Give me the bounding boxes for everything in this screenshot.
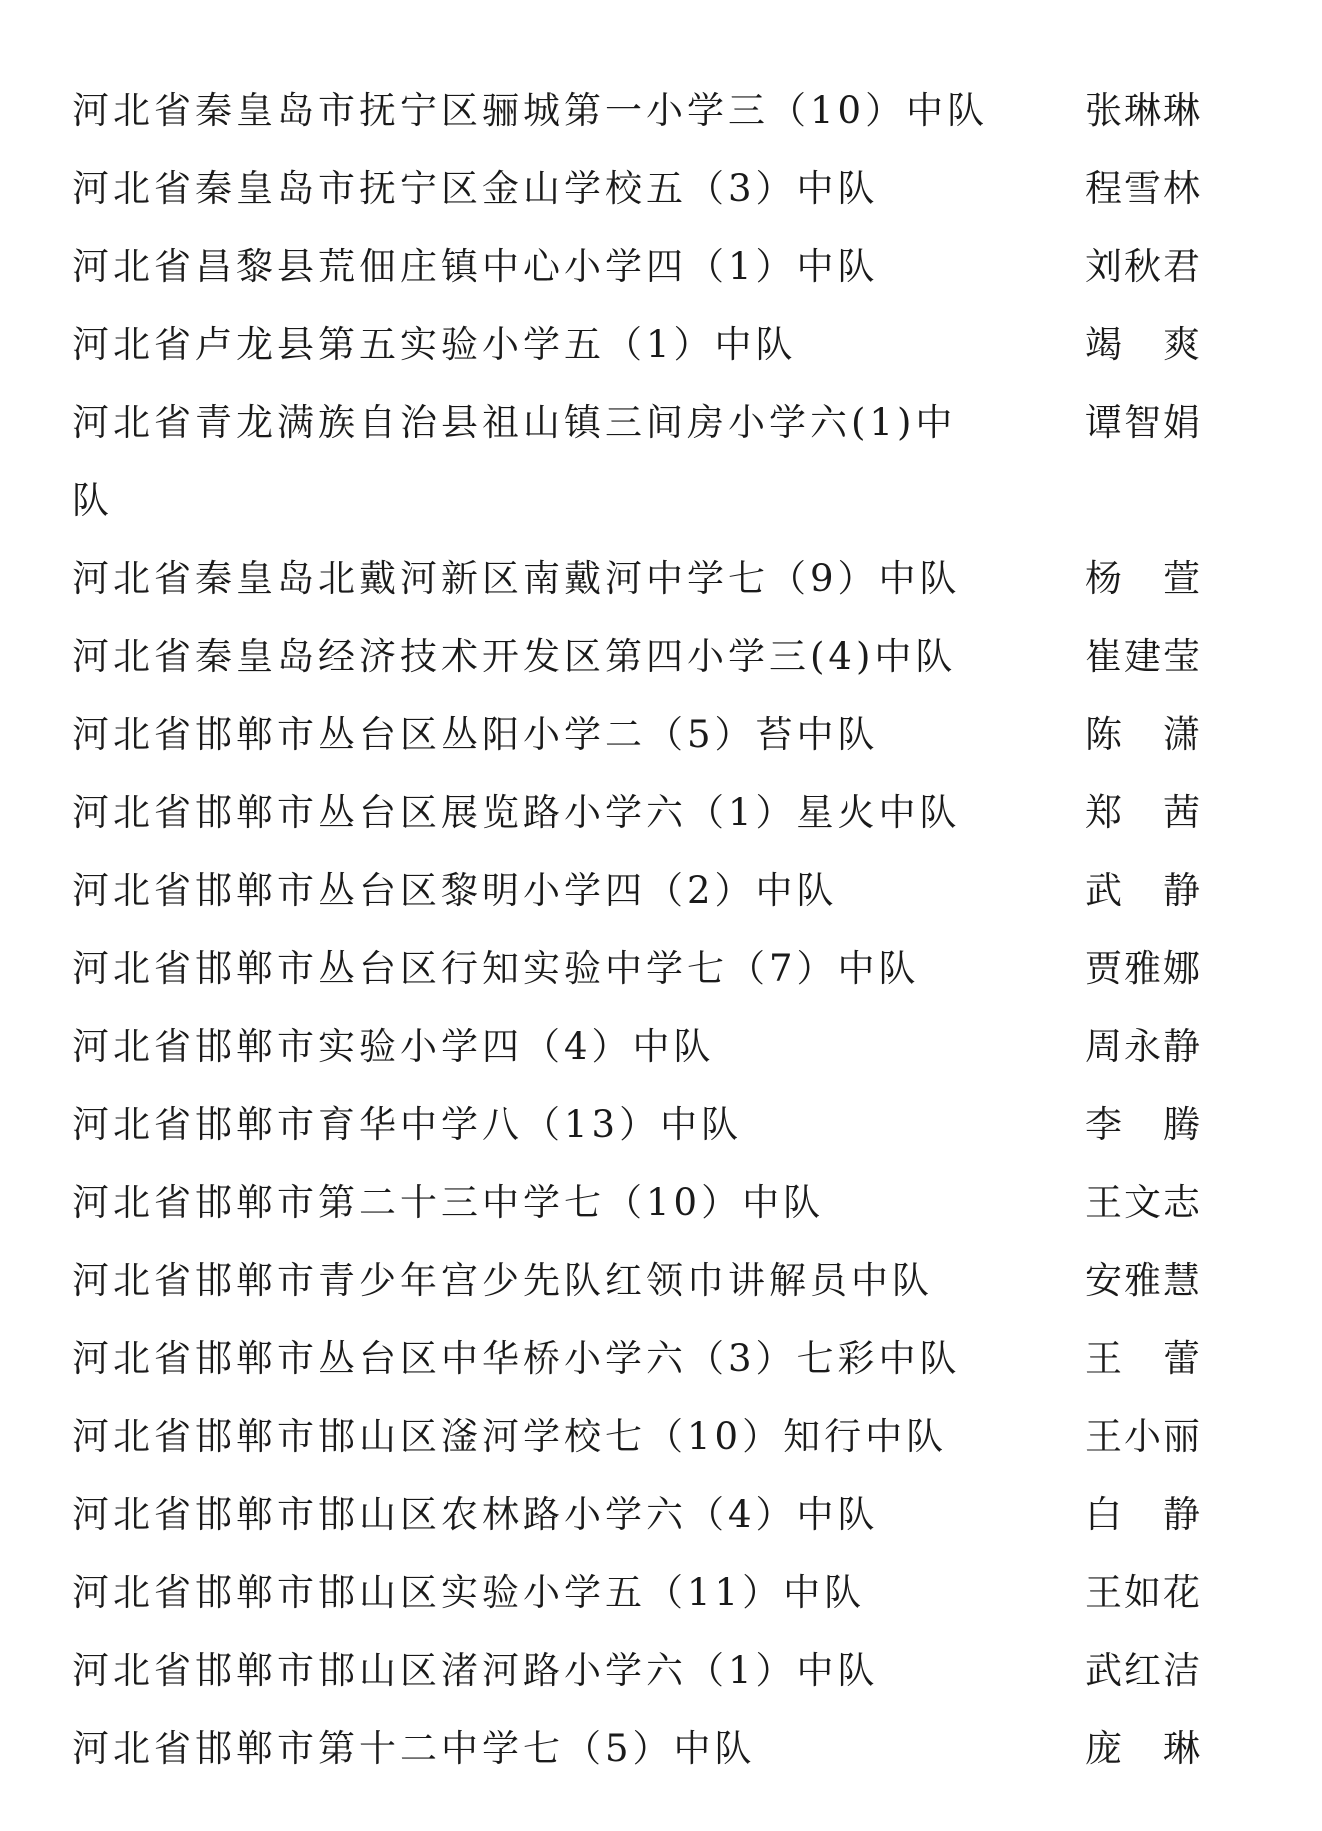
- person-name: 刘秋君: [1085, 245, 1202, 288]
- list-item: [72, 72, 1202, 150]
- person-name: 贾雅娜: [1085, 947, 1202, 990]
- list-item: [72, 150, 1202, 228]
- list-item: [72, 1164, 1202, 1242]
- person-name: 谭智娟: [1085, 401, 1202, 444]
- unit-name: 河北省邯郸市丛台区行知实验中学七（7）中队: [72, 947, 920, 990]
- person-name: 武 静: [1085, 869, 1202, 912]
- unit-name: 河北省青龙满族自治县祖山镇三间房小学六(1)中队: [72, 401, 957, 522]
- list-item: [72, 384, 1202, 540]
- list-item: [72, 1008, 1202, 1086]
- list-item: [72, 696, 1202, 774]
- person-name: 竭 爽: [1085, 323, 1202, 366]
- list-item: [72, 1632, 1202, 1710]
- person-name: 武红洁: [1085, 1649, 1202, 1692]
- list-item: [72, 1476, 1202, 1554]
- unit-name: 河北省邯郸市邯山区农林路小学六（4）中队: [72, 1493, 879, 1536]
- list-item: [72, 1086, 1202, 1164]
- list-item: [72, 930, 1202, 1008]
- person-name: 周永静: [1085, 1025, 1202, 1068]
- unit-name: 河北省卢龙县第五实验小学五（1）中队: [72, 323, 797, 366]
- list-item: [72, 306, 1202, 384]
- person-name: 崔建莹: [1085, 635, 1202, 678]
- honor-list: [72, 72, 1202, 1788]
- list-item: [72, 618, 1202, 696]
- unit-name: 河北省秦皇岛市抚宁区金山学校五（3）中队: [72, 167, 879, 210]
- unit-name: 河北省邯郸市丛台区黎明小学四（2）中队: [72, 869, 838, 912]
- person-name: 白 静: [1085, 1493, 1202, 1536]
- person-name: 王如花: [1085, 1571, 1202, 1614]
- person-name: 安雅慧: [1085, 1259, 1202, 1302]
- unit-name: 河北省邯郸市丛台区展览路小学六（1）星火中队: [72, 791, 961, 834]
- list-item: [72, 540, 1202, 618]
- unit-name: 河北省秦皇岛经济技术开发区第四小学三(4)中队: [72, 635, 957, 678]
- person-name: 王 蕾: [1085, 1337, 1202, 1380]
- person-name: 郑 茜: [1085, 791, 1202, 834]
- list-item: [72, 774, 1202, 852]
- person-name: 王小丽: [1085, 1415, 1202, 1458]
- list-item: [72, 1710, 1202, 1788]
- unit-name: 河北省邯郸市第十二中学七（5）中队: [72, 1727, 756, 1770]
- unit-name: 河北省邯郸市丛台区中华桥小学六（3）七彩中队: [72, 1337, 961, 1380]
- person-name: 王文志: [1085, 1181, 1202, 1224]
- list-item: [72, 228, 1202, 306]
- list-item: [72, 1398, 1202, 1476]
- unit-name: 河北省邯郸市实验小学四（4）中队: [72, 1025, 715, 1068]
- list-item: [72, 1320, 1202, 1398]
- person-name: 程雪林: [1085, 167, 1202, 210]
- unit-name: 河北省邯郸市邯山区实验小学五（11）中队: [72, 1571, 866, 1614]
- person-name: 庞 琳: [1085, 1727, 1202, 1770]
- unit-name: 河北省邯郸市育华中学八（13）中队: [72, 1103, 743, 1146]
- unit-name: 河北省昌黎县荒佃庄镇中心小学四（1）中队: [72, 245, 879, 288]
- unit-name: 河北省邯郸市邯山区渚河路小学六（1）中队: [72, 1649, 879, 1692]
- person-name: 杨 萱: [1085, 557, 1202, 600]
- unit-name: 河北省邯郸市邯山区滏河学校七（10）知行中队: [72, 1415, 948, 1458]
- unit-name: 河北省秦皇岛北戴河新区南戴河中学七（9）中队: [72, 557, 961, 600]
- person-name: 陈 潇: [1085, 713, 1202, 756]
- unit-name: 河北省邯郸市丛台区丛阳小学二（5）苔中队: [72, 713, 879, 756]
- list-item: [72, 1242, 1202, 1320]
- person-name: 张琳琳: [1085, 89, 1202, 132]
- list-item: [72, 852, 1202, 930]
- person-name: 李 腾: [1085, 1103, 1202, 1146]
- unit-name: 河北省秦皇岛市抚宁区骊城第一小学三（10）中队: [72, 89, 989, 132]
- unit-name: 河北省邯郸市青少年宫少先队红领巾讲解员中队: [72, 1259, 933, 1302]
- list-item: [72, 1554, 1202, 1632]
- unit-name: 河北省邯郸市第二十三中学七（10）中队: [72, 1181, 825, 1224]
